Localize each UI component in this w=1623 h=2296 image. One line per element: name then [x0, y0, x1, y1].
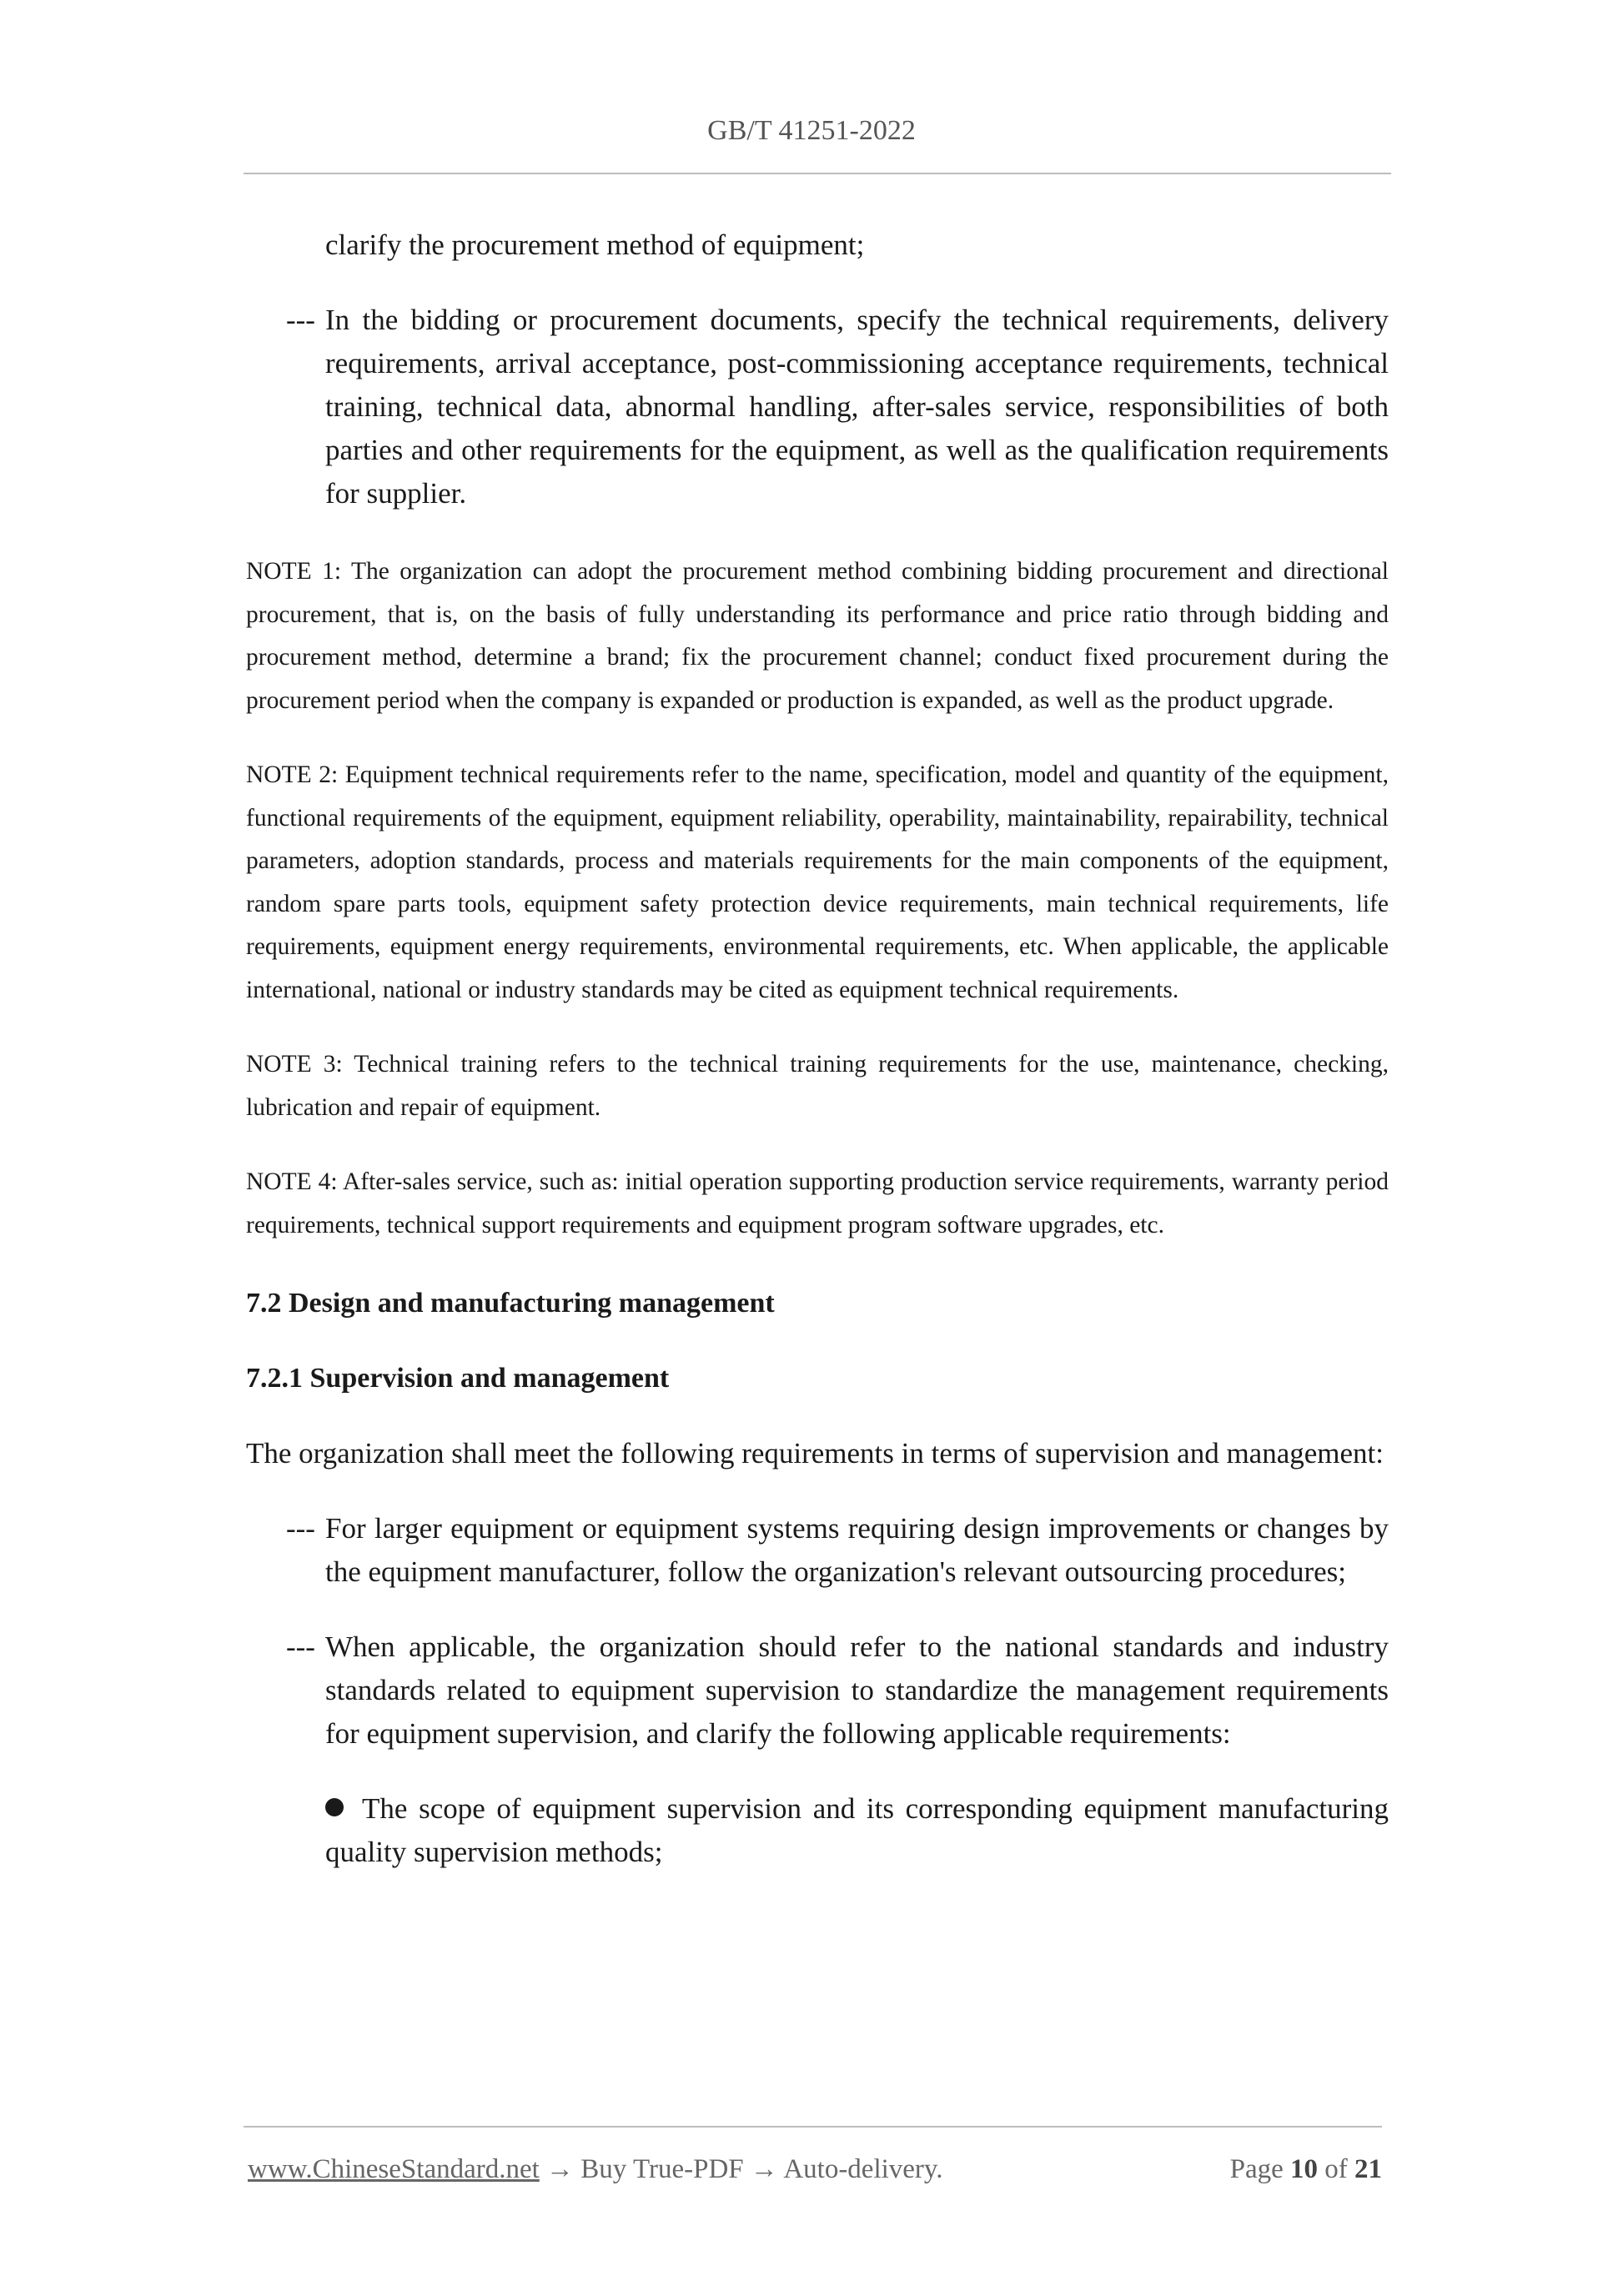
list-item-text: When applicable, the organization should refer to the national standards and industry standards related to equipment supervision to standardize the management requirements for equipment supervision, and clarify the following applicable requirements: — [325, 1630, 1389, 1750]
list-item-supervision-standards — [246, 1625, 1389, 1756]
auto-delivery-text: Auto-delivery. — [783, 2154, 943, 2184]
page-number — [1230, 2154, 1382, 2185]
intro-paragraph: The organization shall meet the following requirements in terms of supervision and management: — [246, 1437, 1384, 1470]
note-4: NOTE 4: After-sales service, such as: initial operation supporting production service requirements, warranty period requirements, technical support requirements and equipment program software upgrades, etc. — [246, 1168, 1389, 1238]
website-link[interactable]: www.ChineseStandard.net — [248, 2154, 540, 2184]
dash-marker: --- — [286, 1512, 315, 1545]
section-heading: 7.2 Design and manufacturing management — [246, 1288, 775, 1319]
arrow-right-icon: → — [750, 2154, 778, 2184]
total-pages: 21 — [1354, 2154, 1382, 2184]
list-item-outsourcing — [246, 1507, 1389, 1594]
footer-promo — [248, 2154, 943, 2185]
note-1: NOTE 1: The organization can adopt the procurement method combining bidding procurement and directional procurement, that is, on the basis of fully understanding its performance and price ratio through bidding and procurement method, determine a brand; fix the procurement channel; conduct fixed procurement during the procurement period when the company is expanded or production is expanded, as well as the product upgrade. — [246, 558, 1389, 714]
header-divider — [244, 173, 1391, 174]
list-item-text: In the bidding or procurement documents, specify the technical requirements, delivery requirements, arrival acceptance, post-commissioning acceptance requirements, technical training, technical data, abnormal handling, after-sales service, responsibilities of both parties and other requirements for the equipment, as well as the qualification requirements for supplier. — [325, 304, 1389, 510]
buy-pdf-text: Buy True-PDF — [580, 2154, 744, 2184]
bullet-item-text: The scope of equipment supervision and its corresponding equipment manufacturing quality supervision methods; — [325, 1792, 1389, 1868]
continued-text: clarify the procurement method of equipment; — [325, 229, 865, 261]
dash-marker: --- — [286, 1630, 315, 1663]
note-2: NOTE 2: Equipment technical requirements refer to the name, specification, model and quantity of the equipment, functional requirements of the equipment, equipment reliability, operability, maintainability, repairability, technical parameters, adoption standards, process and materials requirements for the main components of the equipment, random spare parts tools, equipment safety protection device requirements, main technical requirements, life requirements, equipment energy requirements, environmental requirements, etc. When applicable, the applicable international, national or industry standards may be cited as equipment technical requirements. — [246, 761, 1389, 1003]
page-content — [246, 224, 1389, 1874]
page-label: Page — [1229, 2154, 1284, 2184]
list-item-text: For larger equipment or equipment systems requiring design improvements or changes by the equipment manufacturer, follow the organization's relevant outsourcing procedures; — [325, 1512, 1389, 1588]
arrow-right-icon: → — [546, 2154, 575, 2184]
bullet-icon — [325, 1798, 344, 1816]
note-3: NOTE 3: Technical training refers to the technical training requirements for the use, maintenance, checking, lubrication and repair of equipment. — [246, 1051, 1389, 1121]
page-of-label: of — [1324, 2154, 1348, 2184]
footer-divider — [244, 2126, 1382, 2128]
subsection-heading: 7.2.1 Supervision and management — [246, 1363, 670, 1394]
bullet-item-scope — [246, 1787, 1389, 1874]
document-code-header: GB/T 41251-2022 — [707, 115, 916, 146]
dash-marker: --- — [286, 304, 315, 336]
current-page: 10 — [1290, 2154, 1318, 2184]
list-item-bidding — [246, 299, 1389, 515]
